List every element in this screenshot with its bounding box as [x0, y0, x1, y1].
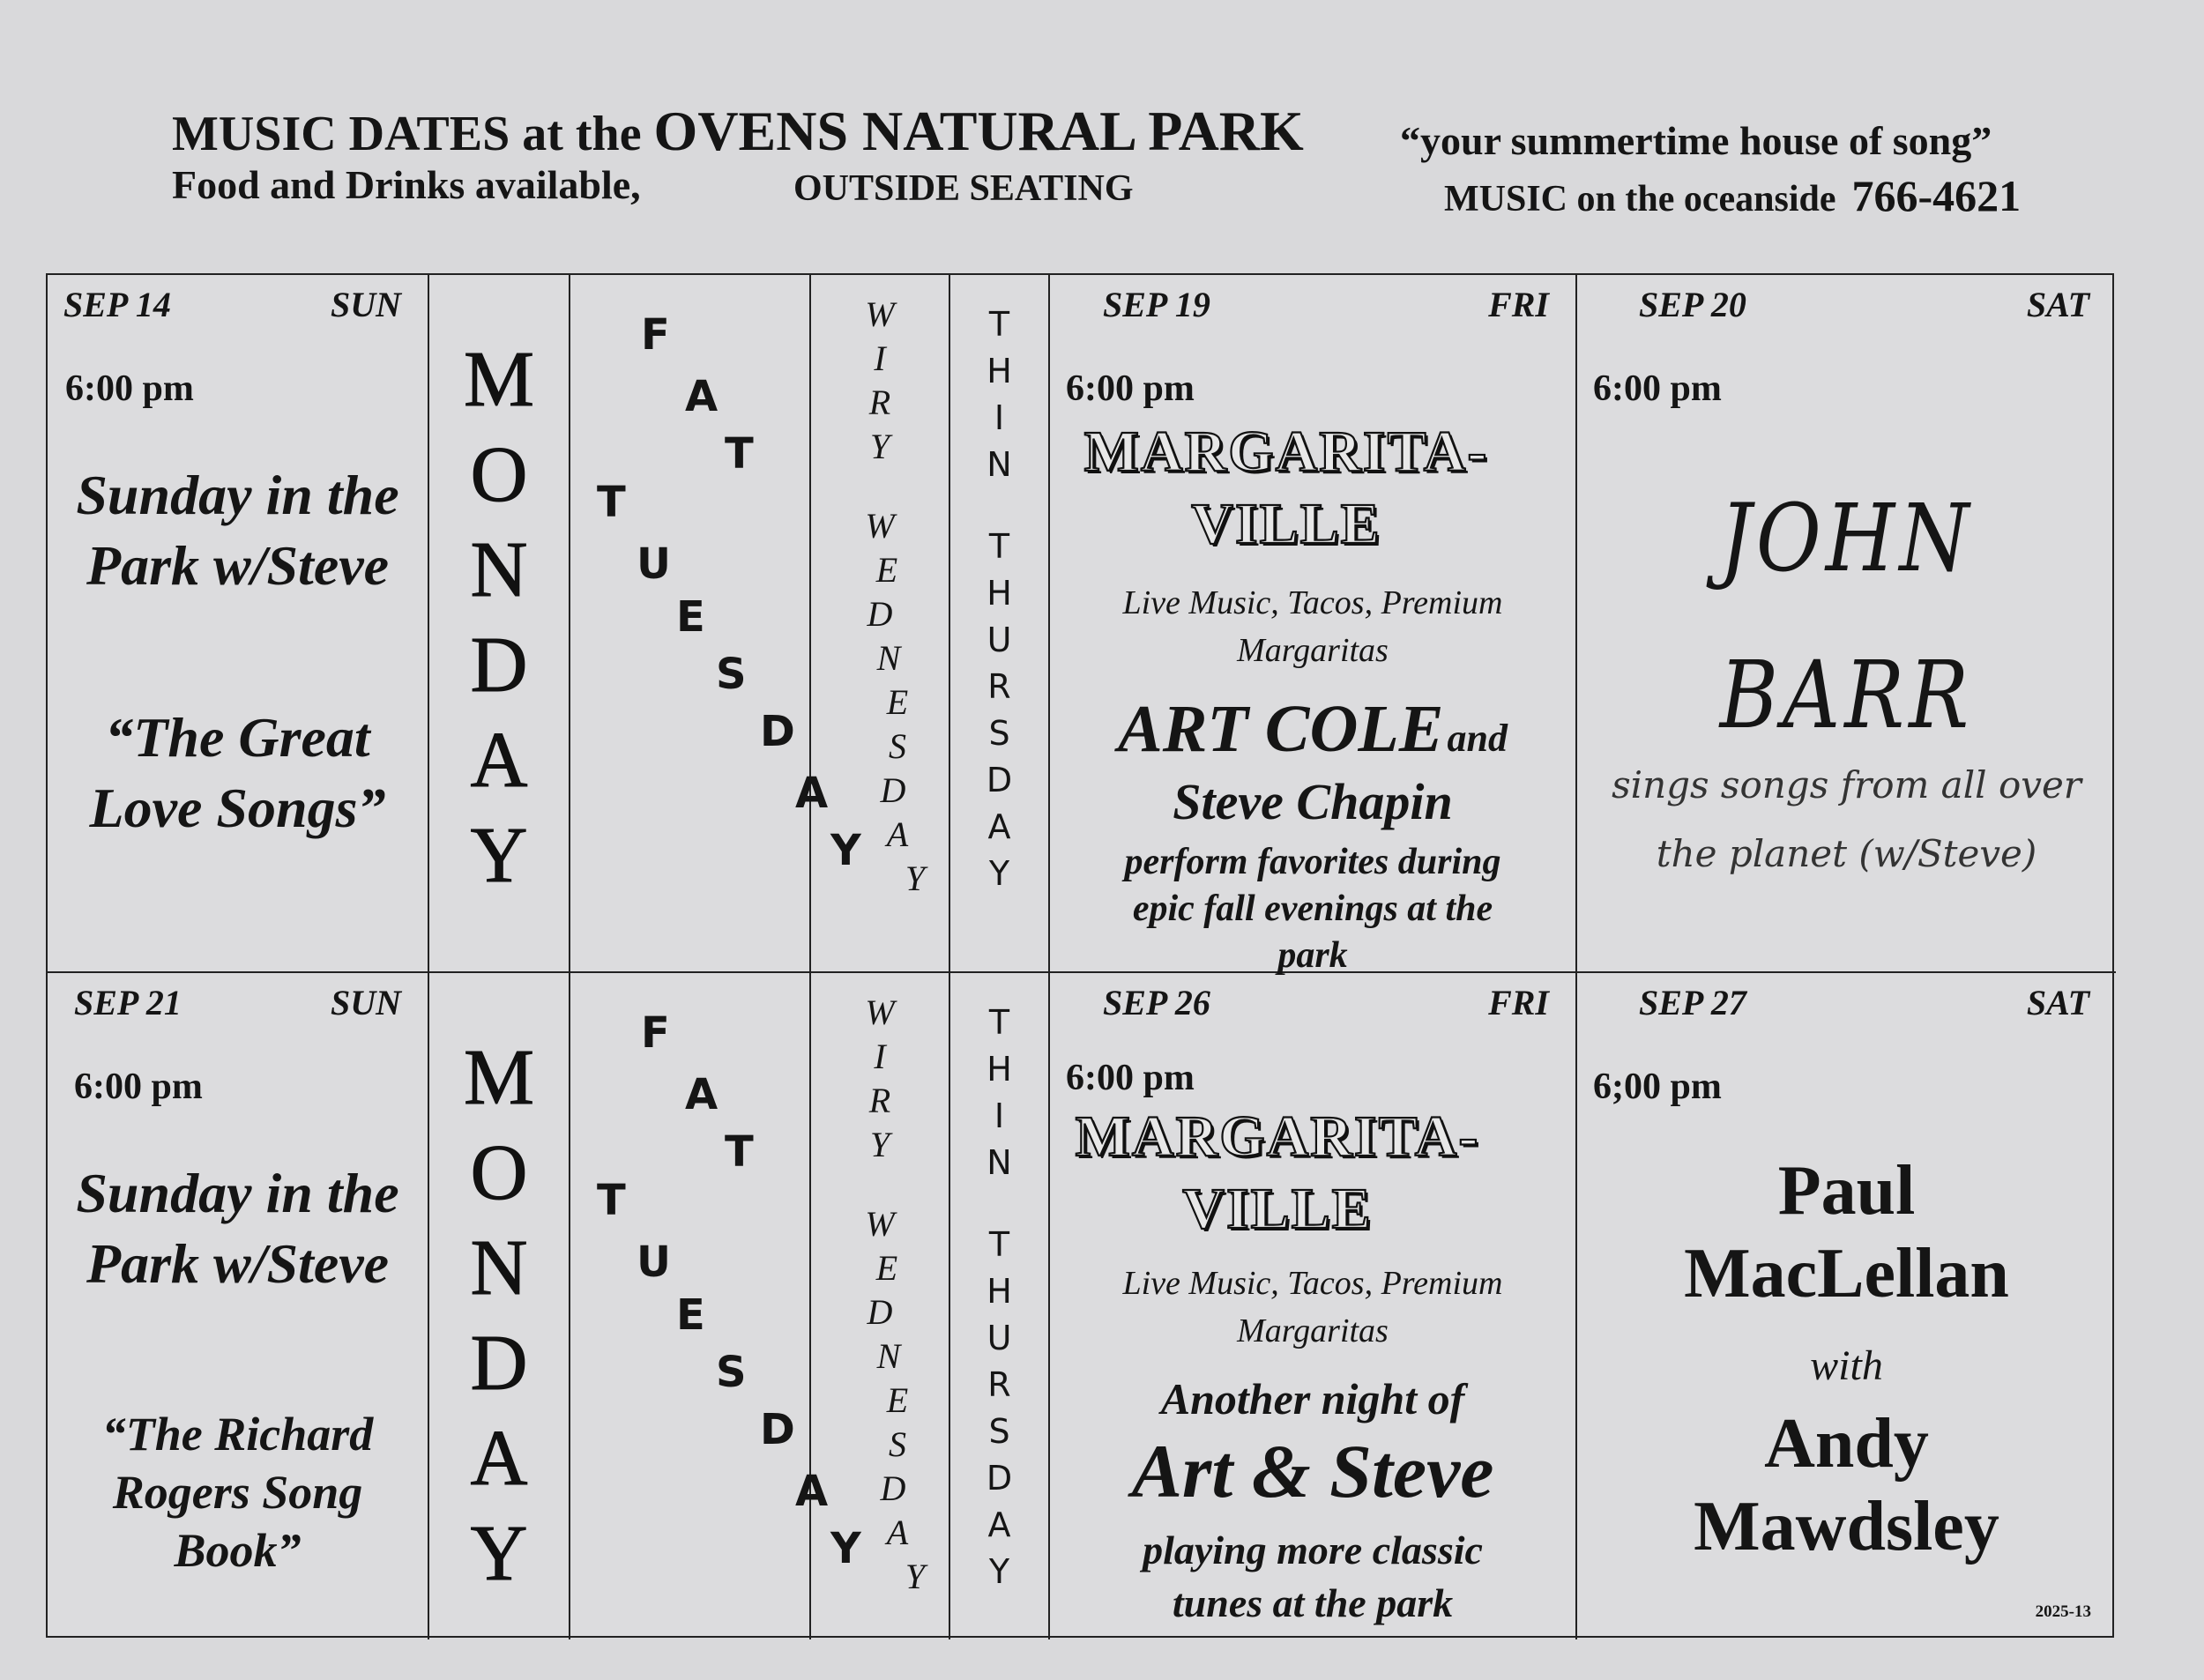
letter: D [470, 1319, 528, 1407]
thin-thursday-vertical-text [950, 301, 1048, 897]
letter: Y [869, 427, 890, 466]
letter: N [470, 526, 528, 613]
letter: D [470, 621, 528, 709]
cell-monday-week1 [429, 275, 570, 973]
guest-first: Andy [1764, 1405, 1929, 1483]
letter: Y [905, 859, 926, 898]
letter: A [886, 1513, 909, 1552]
thin-thursday-vertical-text [950, 1000, 1048, 1595]
letter: T [988, 527, 1010, 566]
letter: U [987, 621, 1012, 659]
weekday-label: SAT [2026, 285, 2089, 324]
letter: N [987, 1143, 1012, 1182]
letter: S [889, 726, 906, 766]
letter: T [597, 478, 626, 527]
letter: N [876, 638, 901, 678]
flyer-title: MUSIC DATES at the OVENS NATURAL PARK [172, 100, 1304, 162]
letter: H [987, 352, 1012, 390]
letter: E [676, 592, 705, 642]
event-subtitle: “The Great Love Songs” [89, 706, 386, 839]
performers [1050, 689, 1575, 836]
date-label: SEP 14 [63, 285, 171, 324]
letter: U [637, 539, 671, 589]
letter: A [795, 769, 829, 818]
seating-note: OUTSIDE SEATING [793, 168, 1134, 209]
letter: Y [869, 1125, 890, 1164]
letter: A [685, 1070, 719, 1119]
letter: A [987, 1505, 1011, 1544]
date-label: SEP 27 [1639, 983, 1746, 1022]
guest-last: Mawdsley [1694, 1488, 1999, 1565]
event-description: Live Music, Tacos, Premium Margaritas [1122, 1265, 1503, 1349]
cell-thin-thursday-week2 [950, 973, 1050, 1639]
letter: D [867, 594, 893, 634]
performer-description: playing more classic tunes at the park [1143, 1528, 1483, 1625]
with-label: with [1810, 1342, 1883, 1389]
letter: N [470, 1224, 528, 1312]
cell-monday-week2 [429, 973, 570, 1639]
performer-last: MacLellan [1684, 1235, 2009, 1312]
letter: E [875, 1248, 898, 1288]
letter: S [889, 1424, 906, 1464]
letter: W [865, 992, 895, 1032]
letter: Y [905, 1557, 926, 1596]
letter: S [988, 714, 1010, 753]
tagline: “your summertime house of song” [1400, 118, 1992, 163]
performer-art-cole: ART COLE [1118, 692, 1444, 766]
letter: A [886, 814, 909, 854]
letter: D [867, 1292, 893, 1332]
letter: T [725, 429, 754, 479]
letter: W [865, 1204, 895, 1244]
phone-number: 766-4621 [1851, 171, 2022, 220]
letter: Y [988, 1552, 1010, 1591]
performer-steve-chapin: Steve Chapin [1173, 773, 1453, 830]
performer-name: JOHN BARR [1719, 484, 1974, 749]
letter: E [676, 1290, 705, 1340]
flyer-header [0, 0, 2204, 264]
letter: A [685, 372, 719, 421]
letter: T [988, 305, 1010, 344]
date-label: SEP 26 [1103, 983, 1210, 1022]
weekday-label: SUN [330, 285, 401, 324]
letter: D [986, 1459, 1013, 1498]
letter: T [988, 1003, 1010, 1042]
letter: R [868, 1081, 891, 1120]
letter: A [987, 807, 1011, 846]
letter: D [880, 1468, 906, 1508]
date-label: SEP 19 [1103, 285, 1210, 324]
performer-art-steve: Art & Steve [1131, 1429, 1494, 1513]
monday-vertical-text [429, 332, 569, 903]
cell-wiry-wednesday-week2 [811, 973, 950, 1639]
event-time: 6:00 pm [1066, 1058, 1195, 1098]
weekday-label: SUN [330, 983, 401, 1022]
weekday-label: FRI [1488, 285, 1549, 324]
letter: D [760, 1405, 795, 1454]
letter: Y [830, 826, 861, 875]
schedule-grid [46, 273, 2114, 1638]
letter: N [987, 445, 1012, 484]
letter: R [987, 667, 1011, 706]
letter: S [716, 650, 747, 699]
cell-sep20-sat [1577, 275, 2116, 973]
letter: T [988, 1225, 1010, 1264]
event-subtitle: “The Richard Rogers Song Book” [101, 1408, 374, 1577]
letter: D [880, 770, 906, 810]
letter: Y [470, 1510, 528, 1597]
margaritaville-headline: MARGARITA- VILLE [1083, 420, 1489, 556]
weekday-label: SAT [2026, 983, 2089, 1022]
event-title: Sunday in the Park w/Steve [76, 464, 399, 597]
cell-wiry-wednesday-week1 [811, 275, 950, 973]
letter: D [986, 761, 1013, 799]
cell-sep19-fri [1050, 275, 1577, 976]
letter: I [994, 1096, 1005, 1135]
letter: H [987, 574, 1012, 613]
date-label: SEP 21 [74, 983, 182, 1022]
letter: A [470, 1415, 528, 1502]
monday-vertical-text [429, 1030, 569, 1602]
letter: H [987, 1050, 1012, 1089]
letter: U [637, 1238, 671, 1287]
letter: O [470, 1129, 528, 1216]
margaritaville-headline: MARGARITA- VILLE [1075, 1104, 1480, 1241]
letter: N [876, 1336, 901, 1376]
cell-thin-thursday-week1 [950, 275, 1050, 973]
letter: Y [470, 812, 528, 899]
performer-names [1577, 1149, 2116, 1568]
letter: I [874, 1037, 886, 1076]
letter: O [470, 431, 528, 518]
letter: A [470, 717, 528, 804]
letter: H [987, 1272, 1012, 1311]
event-description: Live Music, Tacos, Premium Margaritas [1122, 584, 1503, 669]
letter: M [463, 336, 535, 423]
wiry-wednesday-vertical-text [811, 991, 949, 1599]
letter: Y [988, 854, 1010, 893]
cell-sep14-sun [48, 275, 429, 973]
letter: I [994, 398, 1005, 437]
cell-sep26-fri [1050, 973, 1577, 1639]
letter: M [463, 1034, 535, 1121]
weekday-label: FRI [1488, 983, 1549, 1022]
letter: W [865, 294, 895, 334]
event-time: 6:00 pm [74, 1067, 203, 1107]
letter: E [875, 550, 898, 590]
and-label: and [1447, 717, 1508, 760]
performer-description: perform favorites during epic fall evenings at the park [1124, 842, 1501, 976]
flyer-code: 2025-13 [2035, 1602, 2091, 1621]
letter: D [760, 707, 795, 756]
letter: W [865, 506, 895, 546]
letter: I [874, 338, 886, 378]
performer-description: sings songs from all over the planet (w/Steve) [1612, 763, 2081, 875]
wiry-wednesday-vertical-text [811, 293, 949, 901]
cell-sep27-sat [1577, 973, 2116, 1639]
food-drinks-note: Food and Drinks available, [172, 162, 641, 207]
cell-fat-tuesday-week2 [570, 973, 861, 1639]
letter: T [725, 1127, 754, 1177]
letter: S [716, 1348, 747, 1397]
cell-sep21-sun [48, 973, 429, 1639]
event-time: 6:00 pm [1066, 368, 1195, 409]
letter: S [988, 1412, 1010, 1451]
date-label: SEP 20 [1639, 285, 1746, 324]
letter: F [641, 310, 670, 360]
cell-fat-tuesday-week1 [570, 275, 861, 973]
event-time: 6:00 pm [1593, 368, 1722, 409]
act-intro: Another night of [1160, 1374, 1465, 1424]
oceanside-phone: MUSIC on the oceanside 766-4621 [1444, 171, 2022, 220]
performer-first: Paul [1777, 1152, 1916, 1230]
letter: R [868, 383, 891, 422]
letter: E [886, 682, 909, 722]
event-title: Sunday in the Park w/Steve [76, 1162, 399, 1295]
letter: E [886, 1380, 909, 1420]
letter: R [987, 1365, 1011, 1404]
event-time: 6;00 pm [1593, 1067, 1722, 1107]
event-time: 6:00 pm [65, 368, 194, 409]
letter: Y [830, 1524, 861, 1573]
letter: A [795, 1467, 829, 1516]
letter: F [641, 1008, 670, 1058]
letter: T [597, 1176, 626, 1225]
letter: U [987, 1319, 1012, 1357]
